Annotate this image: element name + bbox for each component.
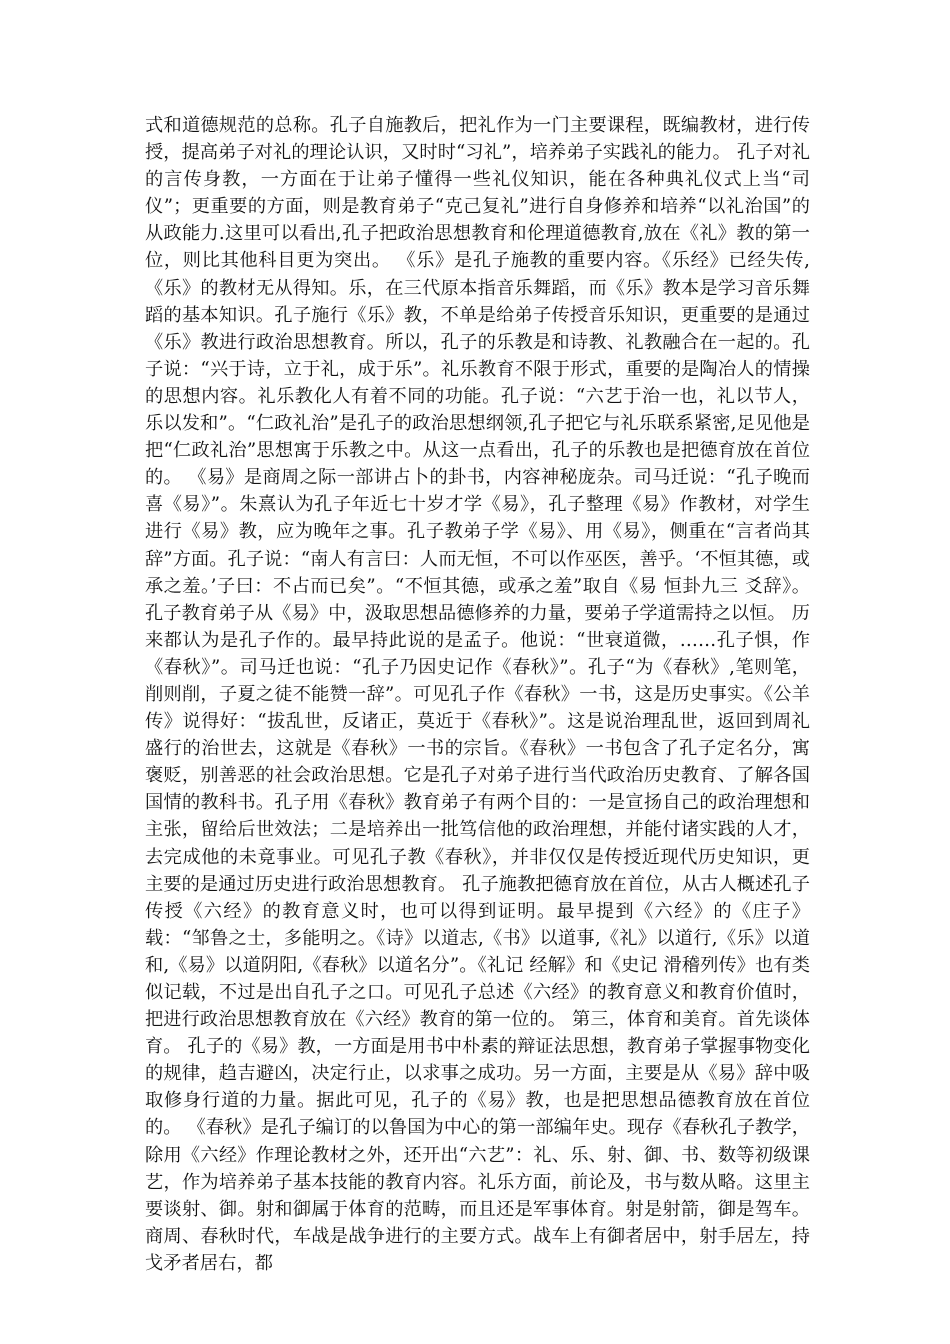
document-page bbox=[145, 112, 810, 1277]
body-paragraph: 式和道德规范的总称。孔子自施教后，把礼作为一门主要课程，既编教材，进行传授，提高弟子对礼的理论认识，又时时“习礼”，培养弟子实践礼的能力。 孔子对礼的言传身教，一方面在于让弟子懂得一些礼仪知识，能在各种典礼仪式上当“司仪”；更重要的方面，则是教育弟子“克己复礼”进行自身修养和培养“以礼治国”的从政能力.这里可以看出,孔子把政治思想教育和伦理道德教育,放在《礼》教的第一位，则比其他科目更为突出。 《乐》是孔子施教的重要内容。《乐经》已经失传,《乐》的教材无从得知。乐，在三代原本指音乐舞蹈，而《乐》教本是学习音乐舞蹈的基本知识。孔子施行《乐》教，不单是给弟子传授音乐知识，更重要的是通过《乐》教进行政治思想教育。所以，孔子的乐教是和诗教、礼教融合在一起的。孔子说：“兴于诗，立于礼，成于乐”。礼乐教育不限于形式，重要的是陶冶人的情操的思想内容。礼乐教化人有着不同的功能。孔子说：“六艺于治一也，礼以节人，乐以发和”。“仁政礼治”是孔子的政治思想纲领,孔子把它与礼乐联系紧密,足见他是把“仁政礼治”思想寓于乐教之中。从这一点看出，孔子的乐教也是把德育放在首位的。 《易》是商周之际一部讲占卜的卦书，内容神秘庞杂。司马迁说：“孔子晚而喜《易》”。朱熹认为孔子年近七十岁才学《易》，孔子整理《易》作教材，对学生进行《易》教，应为晚年之事。孔子教弟子学《易》、用《易》，侧重在“言者尚其辞”方面。孔子说：“南人有言曰：人而无恒，不可以作巫医，善乎。‘不恒其德，或承之羞。’子曰：不占而已矣”。“不恒其德，或承之羞”取自《易 恒卦九三 爻辞》。孔子教育弟子从《易》中，汲取思想品德修养的力量，要弟子学道需持之以恒。 历来都认为是孔子作的。最早持此说的是孟子。他说：“世衰道微，……孔子惧，作《春秋》”。司马迁也说：“孔子乃因史记作《春秋》”。孔子“为《春秋》,笔则笔，削则削，子夏之徒不能赞一辞”。可见孔子作《春秋》一书，这是历史事实。《公羊传》说得好：“拔乱世，反诸正，莫近于《春秋》”。这是说治理乱世，返回到周礼盛行的治世去，这就是《春秋》一书的宗旨。《春秋》一书包含了孔子定名分，寓褒贬，别善恶的社会政治思想。它是孔子对弟子进行当代政治历史教育、了解各国国情的教科书。孔子用《春秋》教育弟子有两个目的：一是宣扬自己的政治理想和主张，留给后世效法；二是培养出一批笃信他的政治理想，并能付诸实践的人才，去完成他的未竟事业。可见孔子教《春秋》，并非仅仅是传授近现代历史知识，更主要的是通过历史进行政治思想教育。 孔子施教把德育放在首位，从古人概述孔子传授《六经》的教育意义时，也可以得到证明。最早提到《六经》的《庄子》载：“邹鲁之士，多能明之。《诗》以道志,《书》以道事,《礼》以道行,《乐》以道和,《易》以道阴阳,《春秋》以道名分”。《礼记 经解》和《史记 滑稽列传》也有类似记载，不过是出自孔子之口。可见孔子总述《六经》的教育意义和教育价值时，把进行政治思想教育放在《六经》教育的第一位的。 第三，体育和美育。首先谈体育。 孔子的《易》教，一方面是用书中朴素的辩证法思想，教育弟子掌握事物变化的规律，趋吉避凶，决定行止，以求事之成功。另一方面，主要是从《易》辞中吸取修身行道的力量。据此可见，孔子的《易》教，也是把思想品德教育放在首位的。 《春秋》是孔子编订的以鲁国为中心的第一部编年史。现存《春秋孔子教学，除用《六经》作理论教材之外，还开出“六艺”：礼、乐、射、御、书、数等初级课艺，作为培养弟子基本技能的教育内容。礼乐方面，前论及，书与数从略。这里主要谈射、御。射和御属于体育的范畴，而且还是军事体育。射是射箭，御是驾车。商周、春秋时代，车战是战争进行的主要方式。战车上有御者居中，射手居左，持戈矛者居右，都 bbox=[145, 115, 810, 1274]
